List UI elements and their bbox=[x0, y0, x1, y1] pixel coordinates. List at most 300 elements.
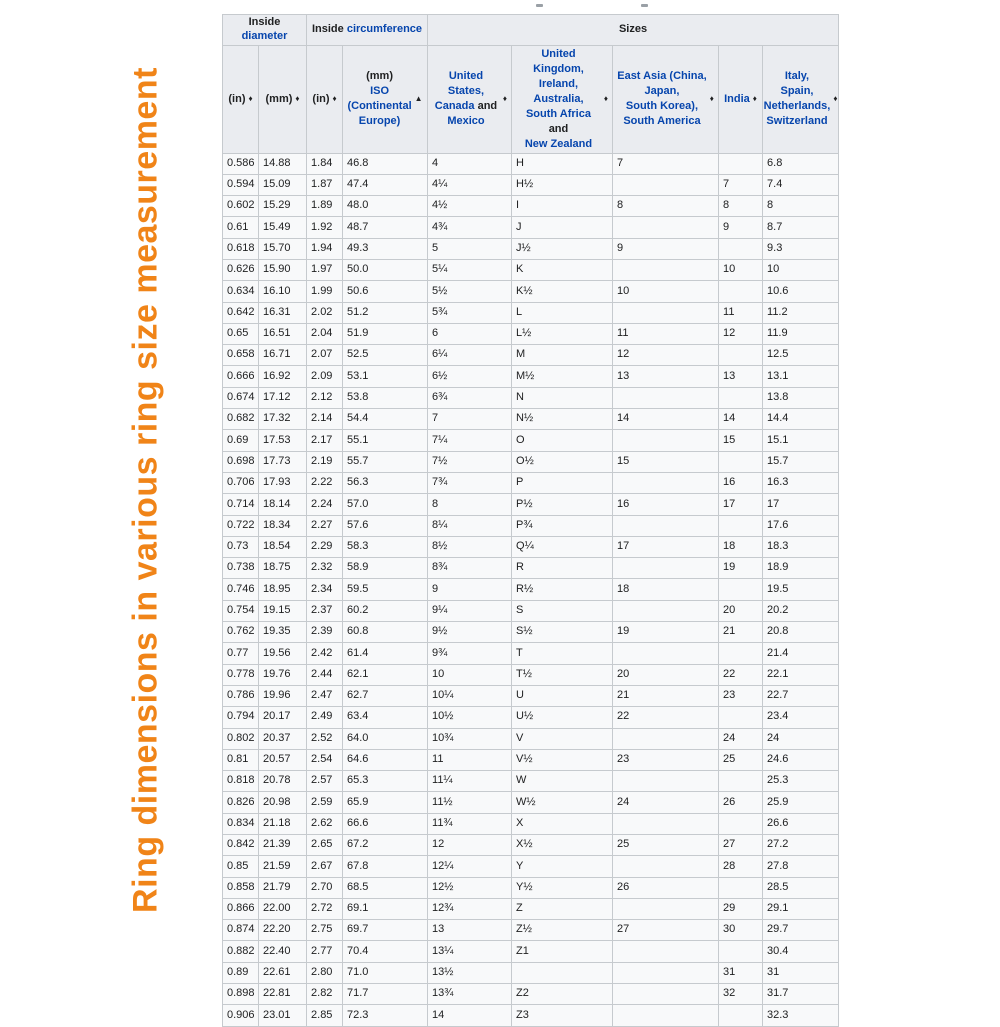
cell: Z bbox=[512, 898, 613, 919]
cell: 20.57 bbox=[259, 749, 307, 770]
cell: 28 bbox=[719, 856, 763, 877]
cell: 28.5 bbox=[763, 877, 839, 898]
cell: 57.6 bbox=[343, 515, 428, 536]
cell: 5½ bbox=[428, 281, 512, 302]
cell: 11.9 bbox=[763, 323, 839, 344]
table-row bbox=[223, 685, 839, 706]
cell: 14.4 bbox=[763, 409, 839, 430]
cell: 2.04 bbox=[307, 323, 343, 344]
header-link[interactable]: New Zealand bbox=[524, 137, 593, 150]
cell: 12¾ bbox=[428, 898, 512, 919]
cell: 16.10 bbox=[259, 281, 307, 302]
cell: 48.0 bbox=[343, 196, 428, 217]
header-link[interactable]: India bbox=[724, 92, 750, 105]
cell: L½ bbox=[512, 323, 613, 344]
header-link[interactable]: Canada bbox=[434, 100, 475, 112]
cell: 22.00 bbox=[259, 898, 307, 919]
cell: 4¼ bbox=[428, 174, 512, 195]
cell: 11 bbox=[719, 302, 763, 323]
header-link[interactable]: Netherlands, bbox=[763, 100, 831, 112]
column-header-label bbox=[266, 92, 293, 107]
cell bbox=[613, 813, 719, 834]
table-row bbox=[223, 302, 839, 323]
cell bbox=[613, 728, 719, 749]
cell: 22.20 bbox=[259, 920, 307, 941]
cell: R½ bbox=[512, 579, 613, 600]
cell: M½ bbox=[512, 366, 613, 387]
cell bbox=[613, 430, 719, 451]
cell: 9¼ bbox=[428, 600, 512, 621]
header-link[interactable]: Italy, bbox=[784, 70, 810, 82]
table-row bbox=[223, 643, 839, 664]
cell: 69.7 bbox=[343, 920, 428, 941]
header-text: Inside bbox=[248, 16, 281, 28]
cell: 13½ bbox=[428, 962, 512, 983]
cell: 51.9 bbox=[343, 323, 428, 344]
cell: 21.59 bbox=[259, 856, 307, 877]
cell: 21.79 bbox=[259, 877, 307, 898]
cell: 21 bbox=[719, 622, 763, 643]
header-link[interactable]: Ireland, bbox=[538, 77, 579, 90]
table-row bbox=[223, 366, 839, 387]
cell: 0.722 bbox=[223, 515, 259, 536]
cell bbox=[613, 174, 719, 195]
cell: 7 bbox=[613, 153, 719, 174]
cell: 4¾ bbox=[428, 217, 512, 238]
cell: 20.78 bbox=[259, 771, 307, 792]
cell: W bbox=[512, 771, 613, 792]
cell: Y½ bbox=[512, 877, 613, 898]
cell: 2.72 bbox=[307, 898, 343, 919]
cell: 19.35 bbox=[259, 622, 307, 643]
cell: 19.5 bbox=[763, 579, 839, 600]
column-header-label bbox=[516, 47, 601, 152]
cell: 29 bbox=[719, 898, 763, 919]
cell: 22.61 bbox=[259, 962, 307, 983]
cell bbox=[613, 643, 719, 664]
table-header bbox=[223, 15, 839, 154]
sort-icon[interactable]: ♦ bbox=[603, 94, 609, 103]
cell: 24 bbox=[719, 728, 763, 749]
cell: 14.88 bbox=[259, 153, 307, 174]
column-header-inside-circumference-in[interactable] bbox=[307, 45, 343, 153]
sort-icon[interactable]: ♦ bbox=[752, 94, 757, 103]
cell: 0.65 bbox=[223, 323, 259, 344]
cell bbox=[613, 1005, 719, 1026]
header-link[interactable]: East Asia (China, bbox=[617, 70, 707, 82]
header-link[interactable]: South America bbox=[623, 115, 701, 127]
cell bbox=[613, 898, 719, 919]
cell: 30 bbox=[719, 920, 763, 941]
cell: 19 bbox=[719, 558, 763, 579]
cell: U bbox=[512, 685, 613, 706]
cell: 19.56 bbox=[259, 643, 307, 664]
cell: 10 bbox=[763, 259, 839, 280]
cell: Z3 bbox=[512, 1005, 613, 1026]
sort-ascending-icon[interactable]: ▲ bbox=[414, 94, 423, 103]
cell: 2.02 bbox=[307, 302, 343, 323]
cell: 2.49 bbox=[307, 707, 343, 728]
table-row bbox=[223, 217, 839, 238]
header-text: (in) bbox=[312, 92, 330, 105]
cell: 20.2 bbox=[763, 600, 839, 621]
cell: 17.73 bbox=[259, 451, 307, 472]
header-text: (mm) bbox=[265, 92, 293, 105]
header-link[interactable]: Europe) bbox=[358, 115, 401, 127]
cell: Y bbox=[512, 856, 613, 877]
cell: 20 bbox=[719, 600, 763, 621]
cell: 17.93 bbox=[259, 472, 307, 493]
column-header-iso-continental-europe[interactable] bbox=[343, 45, 428, 153]
cell: 26 bbox=[719, 792, 763, 813]
cell: P¾ bbox=[512, 515, 613, 536]
cell: 5¾ bbox=[428, 302, 512, 323]
cell: 8½ bbox=[428, 536, 512, 557]
cell: 15.09 bbox=[259, 174, 307, 195]
table-row bbox=[223, 728, 839, 749]
header-link[interactable]: ISO bbox=[370, 85, 390, 97]
cell: 0.698 bbox=[223, 451, 259, 472]
cell: 29.1 bbox=[763, 898, 839, 919]
cell bbox=[719, 345, 763, 366]
cell: 16.92 bbox=[259, 366, 307, 387]
cell: 5¼ bbox=[428, 259, 512, 280]
cell: 7¾ bbox=[428, 472, 512, 493]
header-link[interactable]: Spain, bbox=[780, 85, 814, 97]
cell: 22 bbox=[613, 707, 719, 728]
cell: 0.594 bbox=[223, 174, 259, 195]
cell: 20.17 bbox=[259, 707, 307, 728]
table-row bbox=[223, 387, 839, 408]
cell: 49.3 bbox=[343, 238, 428, 259]
cell: 71.0 bbox=[343, 962, 428, 983]
cell: 0.874 bbox=[223, 920, 259, 941]
cell: 2.59 bbox=[307, 792, 343, 813]
cell: 53.1 bbox=[343, 366, 428, 387]
cell: 0.746 bbox=[223, 579, 259, 600]
header-link[interactable]: South Korea), bbox=[625, 100, 699, 112]
cell: 10¾ bbox=[428, 728, 512, 749]
cell: 7½ bbox=[428, 451, 512, 472]
cell: 2.32 bbox=[307, 558, 343, 579]
cell: 22.81 bbox=[259, 984, 307, 1005]
header-link[interactable]: South Africa bbox=[525, 107, 591, 120]
cell: 0.842 bbox=[223, 835, 259, 856]
cell: 9 bbox=[428, 579, 512, 600]
column-header-east-asia-south-america[interactable] bbox=[613, 45, 719, 153]
cell: 0.706 bbox=[223, 472, 259, 493]
column-header-italy-spain-netherlands-switzerland[interactable] bbox=[763, 45, 839, 153]
cell: 30.4 bbox=[763, 941, 839, 962]
sort-icon[interactable]: ♦ bbox=[833, 94, 838, 103]
cell: 32.3 bbox=[763, 1005, 839, 1026]
cell: 21.4 bbox=[763, 643, 839, 664]
cell: 72.3 bbox=[343, 1005, 428, 1026]
cell: 62.7 bbox=[343, 685, 428, 706]
header-link[interactable]: Switzerland bbox=[766, 115, 828, 127]
column-header-uk-ireland-australia-southafrica-newzealand[interactable] bbox=[512, 45, 613, 153]
cell: S bbox=[512, 600, 613, 621]
cell: 0.738 bbox=[223, 558, 259, 579]
cell: J bbox=[512, 217, 613, 238]
cell: N bbox=[512, 387, 613, 408]
header-link[interactable]: United States, bbox=[447, 70, 484, 97]
column-header-inside-diameter-mm[interactable] bbox=[259, 45, 307, 153]
cell: 8¼ bbox=[428, 515, 512, 536]
cell: 13.8 bbox=[763, 387, 839, 408]
table-row bbox=[223, 409, 839, 430]
cell: 59.5 bbox=[343, 579, 428, 600]
header-link[interactable]: Australia, bbox=[533, 92, 584, 105]
cell: 58.3 bbox=[343, 536, 428, 557]
cell: 8 bbox=[719, 196, 763, 217]
cell: 14 bbox=[719, 409, 763, 430]
cell: P½ bbox=[512, 494, 613, 515]
cell: 0.866 bbox=[223, 898, 259, 919]
group-header bbox=[428, 15, 839, 46]
cell: 8 bbox=[613, 196, 719, 217]
cell bbox=[613, 558, 719, 579]
cell bbox=[719, 387, 763, 408]
cell: 2.44 bbox=[307, 664, 343, 685]
cell: 21.18 bbox=[259, 813, 307, 834]
cell: 11¼ bbox=[428, 771, 512, 792]
figure-caption-vertical: Ring dimensions in various ring size measurement bbox=[126, 67, 165, 913]
table-row bbox=[223, 281, 839, 302]
cell: 25 bbox=[613, 835, 719, 856]
cell: 24 bbox=[763, 728, 839, 749]
cell: 69.1 bbox=[343, 898, 428, 919]
cell: 22.40 bbox=[259, 941, 307, 962]
cell: 15.70 bbox=[259, 238, 307, 259]
cell: H bbox=[512, 153, 613, 174]
cell: 2.22 bbox=[307, 472, 343, 493]
cell: 0.586 bbox=[223, 153, 259, 174]
cell: 2.77 bbox=[307, 941, 343, 962]
cell: N½ bbox=[512, 409, 613, 430]
cell: 2.39 bbox=[307, 622, 343, 643]
cell: 64.6 bbox=[343, 749, 428, 770]
cell: 20.8 bbox=[763, 622, 839, 643]
cell bbox=[719, 1005, 763, 1026]
cell: 11.2 bbox=[763, 302, 839, 323]
table-row bbox=[223, 898, 839, 919]
cell: 55.1 bbox=[343, 430, 428, 451]
header-link[interactable]: circumference bbox=[346, 22, 423, 35]
cell: 0.602 bbox=[223, 196, 259, 217]
cell: 8.7 bbox=[763, 217, 839, 238]
cell: 2.24 bbox=[307, 494, 343, 515]
cell: 21 bbox=[613, 685, 719, 706]
column-header-label bbox=[312, 92, 329, 107]
cell: 13.1 bbox=[763, 366, 839, 387]
cell: 1.99 bbox=[307, 281, 343, 302]
cell: 50.0 bbox=[343, 259, 428, 280]
cell: 10 bbox=[428, 664, 512, 685]
table-row bbox=[223, 813, 839, 834]
table-row bbox=[223, 494, 839, 515]
header-text: (in) bbox=[228, 92, 246, 105]
cell: 19.15 bbox=[259, 600, 307, 621]
cell: 9 bbox=[719, 217, 763, 238]
column-header-label bbox=[764, 69, 831, 129]
cell: U½ bbox=[512, 707, 613, 728]
table-row bbox=[223, 707, 839, 728]
cell: 13¼ bbox=[428, 941, 512, 962]
header-link[interactable]: United Kingdom, bbox=[533, 47, 584, 75]
cell: 2.34 bbox=[307, 579, 343, 600]
header-link[interactable]: Mexico bbox=[447, 115, 485, 127]
cell: 2.17 bbox=[307, 430, 343, 451]
cell: 26 bbox=[613, 877, 719, 898]
cell: X bbox=[512, 813, 613, 834]
sort-icon[interactable]: ♦ bbox=[295, 94, 300, 103]
cropped-content-remnant bbox=[536, 4, 543, 7]
cell: 0.858 bbox=[223, 877, 259, 898]
cell: 23 bbox=[613, 749, 719, 770]
cell: 22 bbox=[719, 664, 763, 685]
cell: K½ bbox=[512, 281, 613, 302]
table-row bbox=[223, 664, 839, 685]
cell: 20.37 bbox=[259, 728, 307, 749]
sort-icon[interactable]: ♦ bbox=[502, 94, 508, 103]
cell: 0.81 bbox=[223, 749, 259, 770]
cell: R bbox=[512, 558, 613, 579]
cell: 31 bbox=[719, 962, 763, 983]
cell: 19.76 bbox=[259, 664, 307, 685]
cell: 1.97 bbox=[307, 259, 343, 280]
cell: 9.3 bbox=[763, 238, 839, 259]
cell: 2.57 bbox=[307, 771, 343, 792]
header-link[interactable]: diameter bbox=[241, 29, 288, 42]
ring-size-conversion-table bbox=[222, 14, 839, 1027]
header-text: and bbox=[474, 100, 498, 112]
group-header bbox=[307, 15, 428, 46]
cell: 12 bbox=[613, 345, 719, 366]
cell: 46.8 bbox=[343, 153, 428, 174]
cell: 6.8 bbox=[763, 153, 839, 174]
cell: 16 bbox=[719, 472, 763, 493]
cell bbox=[719, 153, 763, 174]
cell: M bbox=[512, 345, 613, 366]
column-header-row bbox=[223, 45, 839, 153]
cell bbox=[719, 451, 763, 472]
sort-icon[interactable]: ♦ bbox=[248, 94, 253, 103]
column-header-inside-diameter-in[interactable] bbox=[223, 45, 259, 153]
cell: 0.802 bbox=[223, 728, 259, 749]
table-row bbox=[223, 1005, 839, 1026]
cell: 17.32 bbox=[259, 409, 307, 430]
table-row bbox=[223, 749, 839, 770]
cell: 12¼ bbox=[428, 856, 512, 877]
cell: 12.5 bbox=[763, 345, 839, 366]
cell: 2.85 bbox=[307, 1005, 343, 1026]
cell: 0.642 bbox=[223, 302, 259, 323]
cell: 15.90 bbox=[259, 259, 307, 280]
cell: 0.898 bbox=[223, 984, 259, 1005]
cell: 2.27 bbox=[307, 515, 343, 536]
cell: W½ bbox=[512, 792, 613, 813]
cell: 2.80 bbox=[307, 962, 343, 983]
cell: 68.5 bbox=[343, 877, 428, 898]
cell: 14 bbox=[428, 1005, 512, 1026]
cell: 54.4 bbox=[343, 409, 428, 430]
header-link[interactable]: (Continental bbox=[347, 100, 412, 112]
cell: 20.98 bbox=[259, 792, 307, 813]
column-header-india[interactable] bbox=[719, 45, 763, 153]
cell: 5 bbox=[428, 238, 512, 259]
table-row bbox=[223, 600, 839, 621]
header-link[interactable]: Japan, bbox=[644, 85, 680, 97]
cell: 1.87 bbox=[307, 174, 343, 195]
cell: 51.2 bbox=[343, 302, 428, 323]
cell: 7 bbox=[719, 174, 763, 195]
cell: 29.7 bbox=[763, 920, 839, 941]
cell bbox=[613, 856, 719, 877]
column-header-label bbox=[617, 69, 706, 129]
cell: 32 bbox=[719, 984, 763, 1005]
cell bbox=[613, 962, 719, 983]
cell: 26.6 bbox=[763, 813, 839, 834]
cell bbox=[719, 771, 763, 792]
cell: 0.77 bbox=[223, 643, 259, 664]
cell: X½ bbox=[512, 835, 613, 856]
cell: 2.82 bbox=[307, 984, 343, 1005]
cell: 67.2 bbox=[343, 835, 428, 856]
cell: H½ bbox=[512, 174, 613, 195]
table-row bbox=[223, 238, 839, 259]
column-header-label bbox=[228, 92, 245, 107]
cell: 15.1 bbox=[763, 430, 839, 451]
cell: S½ bbox=[512, 622, 613, 643]
cell: 10¼ bbox=[428, 685, 512, 706]
cell: 11 bbox=[428, 749, 512, 770]
cell: 27 bbox=[719, 835, 763, 856]
cell: 0.618 bbox=[223, 238, 259, 259]
cell: 0.85 bbox=[223, 856, 259, 877]
cell: 1.94 bbox=[307, 238, 343, 259]
cell: 65.9 bbox=[343, 792, 428, 813]
table-row bbox=[223, 472, 839, 493]
cell: 47.4 bbox=[343, 174, 428, 195]
cell: 61.4 bbox=[343, 643, 428, 664]
cell: 16.71 bbox=[259, 345, 307, 366]
sort-icon[interactable]: ♦ bbox=[709, 94, 714, 103]
cell: 2.19 bbox=[307, 451, 343, 472]
cell: 60.8 bbox=[343, 622, 428, 643]
cell: 0.674 bbox=[223, 387, 259, 408]
cell: 0.834 bbox=[223, 813, 259, 834]
table-row bbox=[223, 153, 839, 174]
column-header-united-states-canada-mexico[interactable] bbox=[428, 45, 512, 153]
cell: 58.9 bbox=[343, 558, 428, 579]
cell: I bbox=[512, 196, 613, 217]
cell: 1.89 bbox=[307, 196, 343, 217]
table-row bbox=[223, 579, 839, 600]
cell bbox=[719, 813, 763, 834]
cell: 13 bbox=[428, 920, 512, 941]
cell: 22.1 bbox=[763, 664, 839, 685]
cell: 63.4 bbox=[343, 707, 428, 728]
cell: 2.07 bbox=[307, 345, 343, 366]
cell: 23.4 bbox=[763, 707, 839, 728]
cell bbox=[719, 515, 763, 536]
cell: 53.8 bbox=[343, 387, 428, 408]
cell: 65.3 bbox=[343, 771, 428, 792]
cell: 60.2 bbox=[343, 600, 428, 621]
header-text: Sizes bbox=[618, 22, 648, 35]
sort-icon[interactable]: ♦ bbox=[332, 94, 337, 103]
